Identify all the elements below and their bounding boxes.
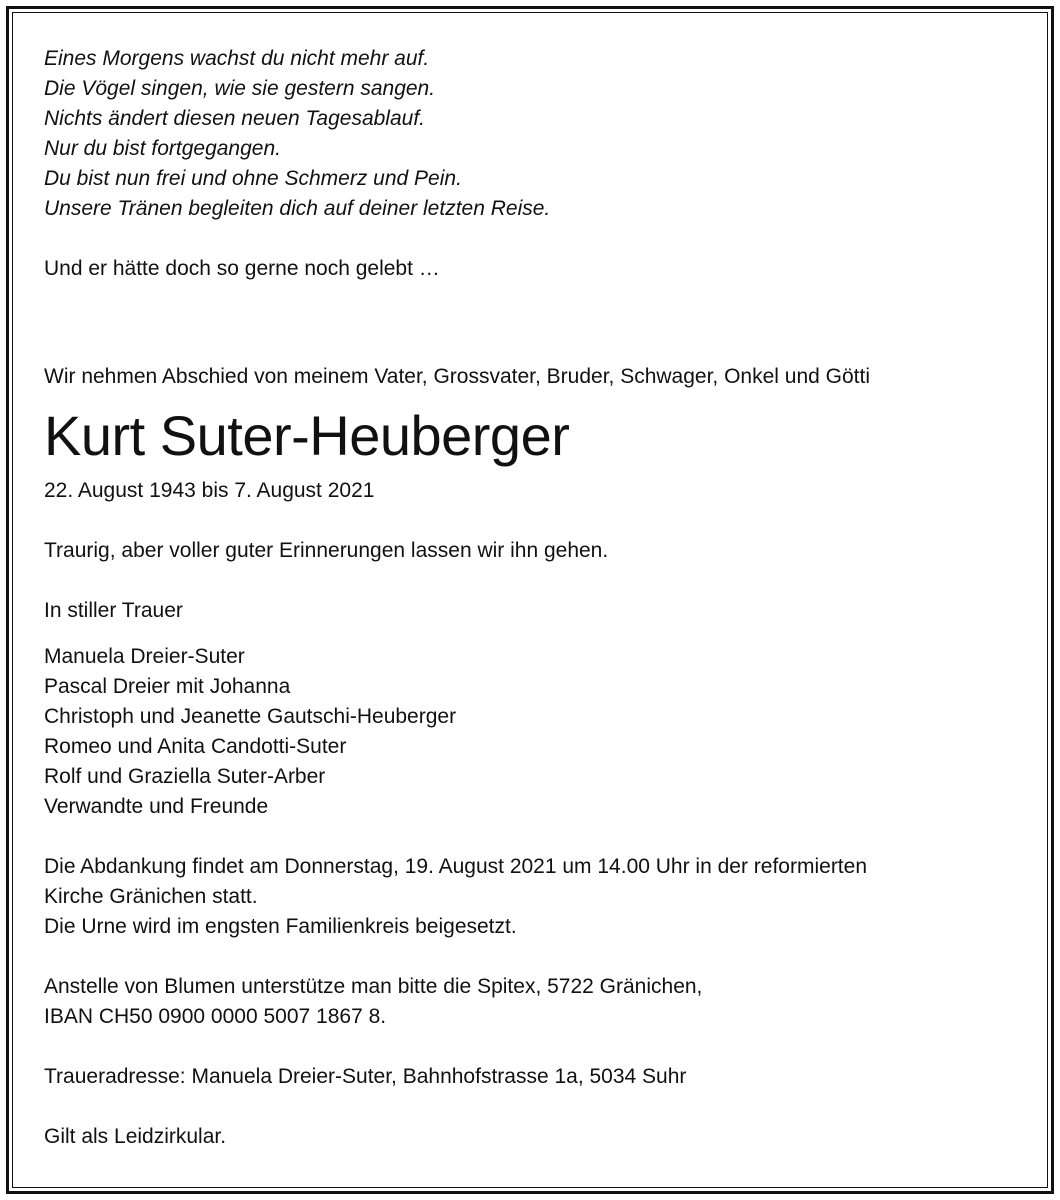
poem-line: Du bist nun frei und ohne Schmerz und Pein. <box>44 167 462 190</box>
poem-line: Unsere Tränen begleiten dich auf deiner letzten Reise. <box>44 197 551 220</box>
deceased-name: Kurt Suter-Heuberger <box>44 404 570 467</box>
mourner-name: Rolf und Graziella Suter-Arber <box>44 765 326 788</box>
service-line: Die Urne wird im engsten Familienkreis beigesetzt. <box>44 915 517 938</box>
closing-thought: Traurig, aber voller guter Erinnerungen lassen wir ihn gehen. <box>44 539 609 562</box>
service-info <box>44 852 1004 942</box>
circular-note: Gilt als Leidzirkular. <box>44 1125 227 1148</box>
mourning-address: Traueradresse: Manuela Dreier-Suter, Bahnhofstrasse 1a, 5034 Suhr <box>44 1065 687 1088</box>
mourners-list <box>44 642 1004 822</box>
donation-line: IBAN CH50 0900 0000 5007 1867 8. <box>44 1005 387 1028</box>
poem-line: Eines Morgens wachst du nicht mehr auf. <box>44 47 430 70</box>
farewell-intro: Wir nehmen Abschied von meinem Vater, Grossvater, Bruder, Schwager, Onkel und Götti <box>44 365 871 388</box>
poem <box>44 44 1004 224</box>
service-line: Die Abdankung findet am Donnerstag, 19. August 2021 um 14.00 Uhr in der reformierten <box>44 855 867 878</box>
service-line: Kirche Gränichen statt. <box>44 885 258 908</box>
wish-line: Und er hätte doch so gerne noch gelebt … <box>44 257 440 280</box>
poem-line: Nur du bist fortgegangen. <box>44 137 281 160</box>
poem-line: Die Vögel singen, wie sie gestern sangen. <box>44 77 436 100</box>
mourner-name: Romeo und Anita Candotti-Suter <box>44 735 347 758</box>
poem-line: Nichts ändert diesen neuen Tagesablauf. <box>44 107 425 130</box>
obituary-notice <box>44 44 1004 1152</box>
mourner-name: Christoph und Jeanette Gautschi-Heuberger <box>44 705 457 728</box>
donation-line: Anstelle von Blumen unterstütze man bitte die Spitex, 5722 Gränichen, <box>44 975 703 998</box>
life-dates: 22. August 1943 bis 7. August 2021 <box>44 479 375 502</box>
mourning-heading: In stiller Trauer <box>44 599 183 622</box>
mourner-name: Pascal Dreier mit Johanna <box>44 675 291 698</box>
donation-info <box>44 972 1004 1032</box>
mourner-name: Manuela Dreier-Suter <box>44 645 245 668</box>
mourner-name: Verwandte und Freunde <box>44 795 269 818</box>
